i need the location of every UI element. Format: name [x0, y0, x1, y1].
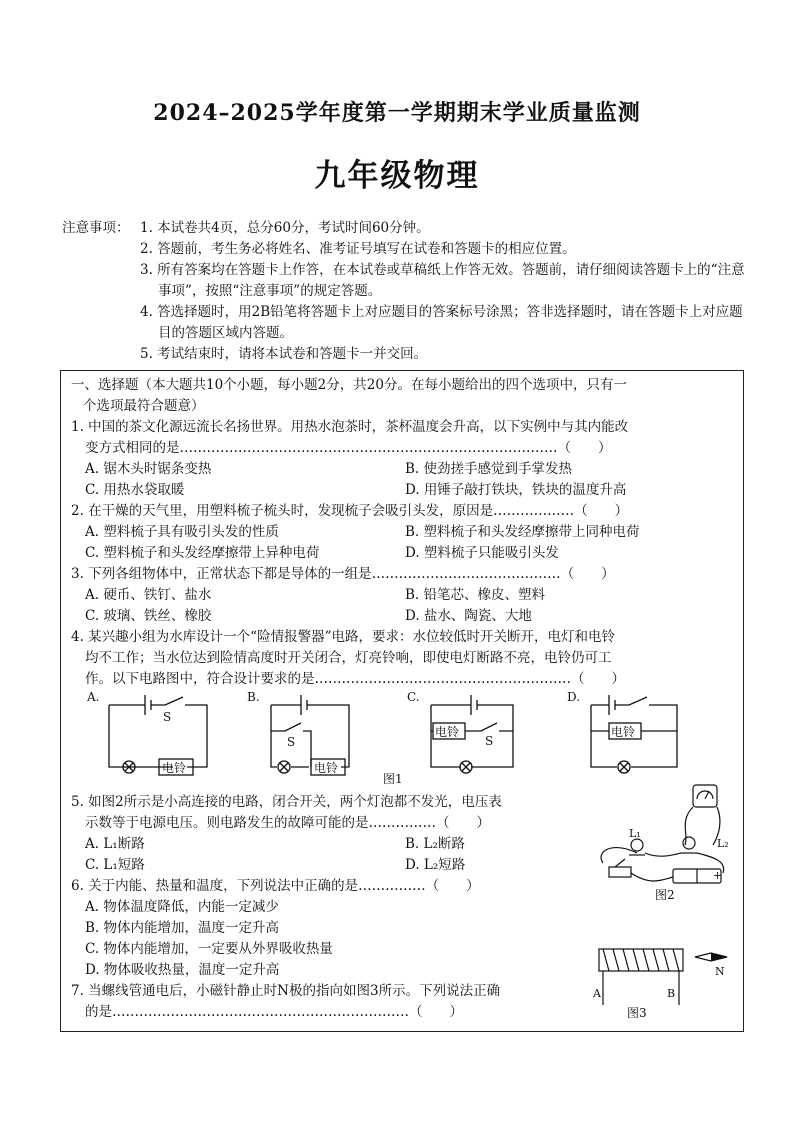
question-4: 4. 某兴趣小组为水库设计一个“险情报警器”电路，要求：水位较低时开关断开，电灯和电铃 均不工作；当水位达到险情高度时开关闭合，灯亮铃响，即使电灯断路不亮，电铃仍可工 作。以下电路图中，符合设计要求的是…………………………………………………（ ）	[71, 629, 625, 687]
figure-3-caption: 图3	[627, 1006, 647, 1020]
q2-option-d: D. 塑料梳子只能吸引头发	[405, 545, 559, 561]
q6-option-a: A. 物体温度降低，内能一定减少	[85, 899, 279, 915]
pole-a-label: A	[593, 987, 601, 1000]
exam-title: 2024–2025学年度第一学期期末学业质量监测	[153, 100, 641, 126]
figure-2-caption: 图2	[655, 888, 675, 901]
bulb-l2-icon	[683, 837, 695, 849]
circuit-b-switch-label: S	[287, 735, 296, 749]
question-1: 1. 中国的茶文化源远流长名扬世界。用热水泡茶时，茶杯温度会升高，以下实例中与其内能改 变方式相同的是…………………………………………………………………………（ ）	[71, 419, 629, 456]
figure-3-solenoid	[587, 945, 737, 1029]
voltmeter-icon	[693, 785, 717, 807]
q3-option-a: A. 硬币、铁钉、盐水	[85, 587, 212, 603]
section-heading: 一、选择题（本大题共10个小题，每小题2分，共20分。在每小题给出的四个选项中，只有一 个选项最符合题意）	[71, 377, 627, 414]
circuit-b-letter: B.	[247, 690, 260, 704]
circuit-c-switch-label: S	[485, 734, 494, 748]
exam-subject: 九年级物理	[314, 158, 480, 194]
q5-option-a: A. L₁断路	[85, 836, 145, 852]
q1-option-c: C. 用热水袋取暖	[85, 482, 185, 498]
pole-b-label: B	[667, 987, 676, 1000]
notes-item: 4. 答选择题时，用2B铅笔将答题卡上对应题目的答案标号涂黑；答非选择题时，请在答题卡上对应题目的答题区域内答题。	[140, 304, 743, 341]
switch-icon	[609, 867, 631, 877]
q2-option-b: B. 塑料梳子和头发经摩擦带上同种电荷	[405, 524, 640, 540]
battery-plus: +	[713, 869, 723, 882]
q1-option-a: A. 锯木头时锯条变热	[85, 461, 212, 477]
compass-north-half	[711, 953, 727, 961]
circuit-d-letter: D.	[567, 690, 581, 704]
question-2: 2. 在干燥的天气里，用塑料梳子梳头时，发现梳子会吸引头发，原因是………………（ ）	[71, 503, 629, 519]
q3-option-b: B. 铅笔芯、橡皮、塑料	[405, 587, 546, 603]
notes-item: 1. 本试卷共4页，总分60分，考试时间60分钟。	[140, 220, 430, 236]
circuit-a-letter: A.	[87, 690, 100, 704]
question-6: 6. 关于内能、热量和温度，下列说法中正确的是……………（ ）	[71, 878, 480, 894]
q1-option-d: D. 用锤子敲打铁块，铁块的温度升高	[405, 482, 627, 498]
question-3: 3. 下列各组物体中，正常状态下都是导体的一组是……………………………………（ ）	[71, 566, 615, 582]
q6-option-c: C. 物体内能增加，一定要从外界吸收热量	[85, 941, 333, 957]
circuit-c-bell-label: 电铃	[435, 725, 460, 739]
notes-items	[140, 218, 752, 365]
q5-option-d: D. L₂短路	[405, 857, 466, 873]
question-5: 5. 如图2所示是小高连接的电路，闭合开关，两个灯泡都不发光，电压表 示数等于电源电压。则电路发生的故障可能的是……………（ ）	[71, 794, 502, 831]
circuit-a	[109, 695, 207, 775]
circuit-c-letter: C.	[407, 690, 420, 704]
question-7: 7. 当螺线管通电后，小磁针静止时N极的指向如图3所示。下列说法正确 的是…………………………………………………………（ ）	[71, 983, 501, 1020]
q5-option-c: C. L₁短路	[85, 857, 145, 873]
q6-option-d: D. 物体吸收热量，温度一定升高	[85, 962, 280, 978]
q3-option-d: D. 盐水、陶瓷、大地	[405, 608, 532, 624]
l1-label: L₁	[629, 827, 641, 840]
solenoid-icon	[599, 949, 683, 971]
notes-item: 5. 考试结束时，请将本试卷和答题卡一并交回。	[140, 346, 428, 362]
north-label: N	[715, 965, 725, 978]
notes-item: 3. 所有答案均在答题卡上作答，在本试卷或草稿纸上作答无效。答题前，请仔细阅读答题卡上的“注意事项”，按照“注意事项”的规定答题。	[140, 262, 745, 299]
q2-option-c: C. 塑料梳子和头发经摩擦带上异种电荷	[85, 545, 320, 561]
notes-label: 注意事项：	[62, 220, 130, 236]
circuit-a-switch-label: S	[163, 710, 172, 724]
section-one-box	[60, 370, 744, 1032]
q6-option-b: B. 物体内能增加，温度一定升高	[85, 920, 280, 936]
q3-option-c: C. 玻璃、铁丝、橡胶	[85, 608, 212, 624]
q1-option-b: B. 使劲搓手感觉到手掌发热	[405, 461, 573, 477]
figure-1-caption: 图1	[383, 772, 403, 786]
l2-label: L₂	[717, 837, 729, 850]
circuit-a-bell-label: 电铃	[162, 761, 187, 775]
notes-item: 2. 答题前，考生务必将姓名、准考证号填写在试卷和答题卡的相应位置。	[140, 241, 576, 257]
figure-1-circuits	[61, 687, 741, 787]
circuit-d-bell-label: 电铃	[611, 725, 636, 739]
circuit-b-bell-label: 电铃	[314, 761, 339, 775]
bulb-l1-icon	[631, 839, 643, 851]
q2-option-a: A. 塑料梳子具有吸引头发的性质	[85, 524, 279, 540]
figure-2-circuit	[589, 781, 739, 901]
q5-option-b: B. L₂断路	[405, 836, 465, 852]
